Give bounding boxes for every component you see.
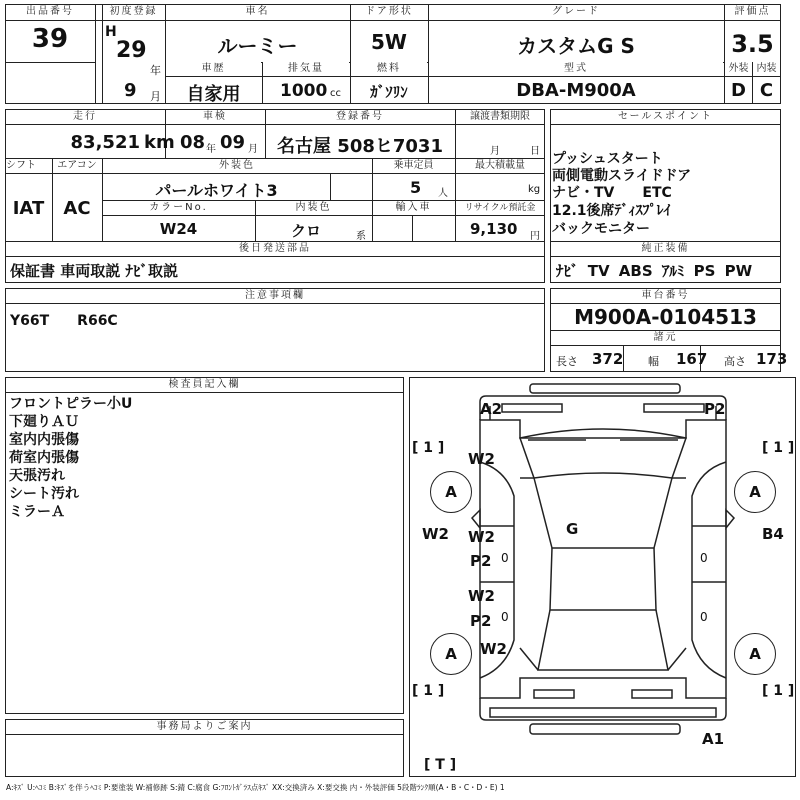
inspector-label: 検査員記入欄 xyxy=(6,378,403,392)
office-label: 事務局よりご案内 xyxy=(6,720,403,734)
damage-legend: A:ｷｽﾞ U:ﾍｺﾐ B:ｷｽﾞを伴うﾍｺﾐ P:要塗装 W:補修跡 S:錆 C:腐食 G:ﾌﾛﾝﾄｶﾞﾗｽ点ｷｽﾞ XX:交換済み X:要交換 内・外装評価 5段階ﾗﾝｸ順(A・B・C・D・E) 1 xyxy=(6,783,505,792)
ext-label: 外装 xyxy=(725,62,752,76)
equipment: ﾅﾋﾞ TV ABS ｱﾙﾐ PS PW xyxy=(556,262,753,280)
mark-g: G xyxy=(566,520,579,538)
inspector-note-1: フロントピラー小U xyxy=(9,396,133,412)
shift-label: シフト xyxy=(6,159,51,173)
inspector-note-3: 室内内張傷 xyxy=(9,432,79,448)
score-label: 評価点 xyxy=(725,5,780,19)
model: DBA-M900A xyxy=(516,80,636,101)
caution-label: 注意事項欄 xyxy=(6,289,544,303)
equipment-label: 純正装備 xyxy=(551,242,780,256)
mileage-unit: km xyxy=(144,132,175,153)
intcolor-unit: 系 xyxy=(356,231,366,242)
car-name: ルーミー xyxy=(217,34,298,58)
inspector-note-6: シート汚れ xyxy=(9,486,79,502)
mark-b4: B4 xyxy=(762,525,784,543)
wheel-front-left: A xyxy=(430,471,472,513)
later-parts: 保証書 車両取説 ﾅﾋﾞ取説 xyxy=(10,262,178,280)
insp-year-unit: 年 xyxy=(206,144,216,155)
wheel-rear-right: A xyxy=(734,633,776,675)
capacity: 5 xyxy=(410,178,422,197)
mileage: 83,521 xyxy=(70,132,140,153)
cc-label: 排気量 xyxy=(263,62,349,76)
sales-line-4: 12.1後席ﾃﾞｨｽﾌﾟﾚｲ xyxy=(552,203,671,219)
color-number: W24 xyxy=(159,220,198,238)
grade: カスタムG S xyxy=(517,34,635,58)
length: 372 xyxy=(592,350,624,368)
month-unit: 月 xyxy=(150,90,161,103)
sales-line-2: 両側電動スライドドア xyxy=(552,168,692,184)
recycle-fee: 9,130 xyxy=(470,220,518,238)
intcolor-label: 内装色 xyxy=(256,201,371,215)
inspection-year: 08 xyxy=(180,132,206,153)
lot-label: 出品番号 xyxy=(6,5,94,19)
inspector-note-2: 下廻りＡＵ xyxy=(9,414,79,430)
recycle-label: リサイクル預託金 xyxy=(456,201,544,215)
reg-number-label: 登録番号 xyxy=(266,110,454,124)
wheel-front-right: A xyxy=(734,471,776,513)
mark-zero-4: 0 xyxy=(700,610,708,624)
mark-zero-2: 0 xyxy=(700,551,708,565)
fuel-label: 燃料 xyxy=(351,62,427,76)
car-outline-diagram xyxy=(410,378,797,778)
chassis-label: 車台番号 xyxy=(551,289,780,303)
first-reg-month: 9 xyxy=(124,80,137,101)
chassis-number: M900A-0104513 xyxy=(574,305,757,329)
model-label: 型式 xyxy=(429,62,723,76)
reg-number: 名古屋 508ヒ7031 xyxy=(277,136,443,157)
first-reg-year: 29 xyxy=(116,38,147,63)
bracket-top-left: [ 1 ] xyxy=(412,440,445,456)
inspector-note-5: 天張汚れ xyxy=(9,468,65,484)
sales-point-label: セールスポイント xyxy=(551,110,780,124)
lot-number: 39 xyxy=(31,24,69,54)
sales-line-1: プッシュスタート xyxy=(552,151,663,167)
fuel: ｶﾞｿﾘﾝ xyxy=(370,83,408,101)
inspection-label: 車検 xyxy=(166,110,264,124)
name-label: 車名 xyxy=(166,5,349,19)
import-label: 輸入車 xyxy=(373,201,454,215)
inspector-note-4: 荷室内張傷 xyxy=(9,450,79,466)
later-parts-label: 後日発送部品 xyxy=(6,242,544,256)
era: H xyxy=(105,24,117,40)
damage-diagram xyxy=(409,377,796,777)
mark-p2-front-door: P2 xyxy=(470,552,492,570)
load-label: 最大積載量 xyxy=(456,159,544,173)
bracket-bottom-right: [ 1 ] xyxy=(762,683,795,699)
bracket-bottom-left: [ 1 ] xyxy=(412,683,445,699)
sales-line-5: バックモニター xyxy=(552,221,650,237)
colorno-label: カラーNo. xyxy=(103,201,254,215)
mark-p2-top: P2 xyxy=(704,400,726,418)
width-label: 幅 xyxy=(648,355,659,368)
year-unit: 年 xyxy=(150,64,161,77)
history-label: 車歴 xyxy=(166,62,261,76)
inspector-note-7: ミラーＡ xyxy=(9,504,65,520)
sales-line-3: ナビ・TV ETC xyxy=(552,185,672,201)
mark-w2-rear-left: W2 xyxy=(480,640,507,658)
transfer-day: 日 xyxy=(530,146,540,157)
int-label: 内装 xyxy=(753,62,780,76)
history: 自家用 xyxy=(186,84,241,105)
load-unit: kg xyxy=(528,184,541,195)
color: パールホワイト3 xyxy=(155,181,278,200)
shift: IAT xyxy=(12,198,45,219)
mark-a1: A1 xyxy=(702,730,725,748)
capacity-label: 乗車定員 xyxy=(373,159,454,173)
interior-color: クロ xyxy=(290,222,321,240)
ext-score: D xyxy=(731,80,746,101)
score: 3.5 xyxy=(731,30,774,58)
first-reg-label: 初度登録 xyxy=(103,5,164,19)
capacity-unit: 人 xyxy=(438,188,448,199)
bracket-top-right: [ 1 ] xyxy=(762,440,795,456)
mark-zero-1: 0 xyxy=(501,551,509,565)
mark-w2-front-door: W2 xyxy=(468,528,495,546)
int-score: C xyxy=(759,80,774,101)
caution-text: Y66T R66C xyxy=(10,313,118,329)
length-label: 長さ xyxy=(556,355,578,368)
recycle-unit: 円 xyxy=(530,231,540,242)
height-label: 高さ xyxy=(724,355,746,368)
grade-label: グレード xyxy=(429,5,723,19)
ac: AC xyxy=(63,198,91,219)
dims-label: 諸元 xyxy=(551,331,780,345)
width: 167 xyxy=(676,350,708,368)
mark-w2-front-left: W2 xyxy=(468,450,495,468)
bracket-tail: [ T ] xyxy=(424,757,457,773)
transfer-label: 譲渡書類期限 xyxy=(456,110,544,124)
door-label: ドア形状 xyxy=(351,5,427,19)
mileage-label: 走行 xyxy=(6,110,164,124)
transfer-month: 月 xyxy=(490,146,500,157)
cc: 1000 xyxy=(280,81,328,101)
color-label: 外装色 xyxy=(103,159,371,173)
insp-month-unit: 月 xyxy=(248,144,258,155)
cc-unit: cc xyxy=(330,88,341,99)
mark-w2-rear-door: W2 xyxy=(468,587,495,605)
mark-zero-3: 0 xyxy=(501,610,509,624)
mark-a2: A2 xyxy=(480,400,503,418)
door-type: 5W xyxy=(371,30,407,54)
mark-p2-rear-door: P2 xyxy=(470,612,492,630)
inspection-month: 09 xyxy=(220,132,246,153)
ac-label: エアコン xyxy=(53,159,101,173)
height: 173 xyxy=(756,350,788,368)
mark-w2-left: W2 xyxy=(422,525,449,543)
wheel-rear-left: A xyxy=(430,633,472,675)
